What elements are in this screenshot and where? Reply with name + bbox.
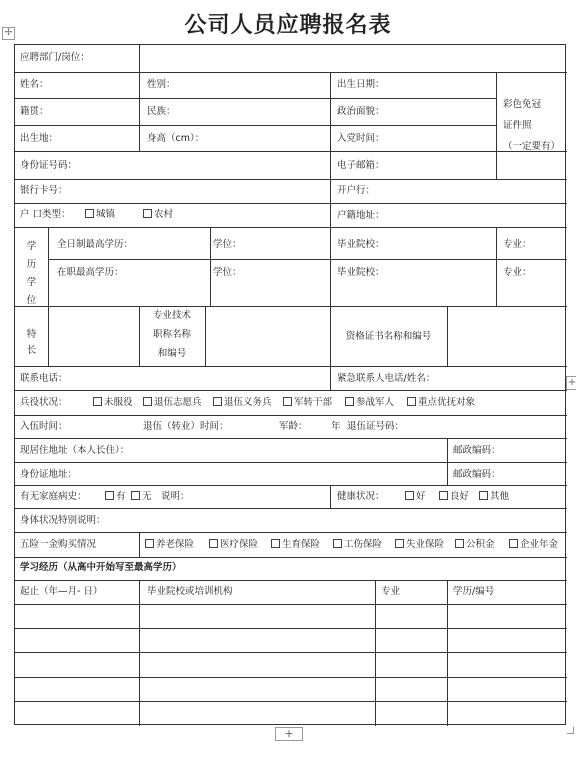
professional-title-label-3: 和编号: [157, 348, 187, 359]
insurance-medical-option[interactable]: 医疗保险: [209, 539, 258, 551]
health-other-option[interactable]: 其他: [479, 491, 509, 503]
photo-label-line3: （一定要有）: [503, 141, 561, 152]
degree-column-header: 学历/编号: [453, 586, 495, 597]
native-place-label: 籍贯：: [20, 106, 49, 117]
height-label: 身高（cm）：: [147, 133, 205, 144]
checkbox-icon[interactable]: [395, 539, 404, 548]
health-fine-option[interactable]: 良好: [439, 491, 469, 503]
fulltime-education-label: 全日制最高学历：: [57, 239, 134, 250]
position-field[interactable]: [145, 52, 561, 66]
checkbox-icon[interactable]: [271, 539, 280, 548]
discharge-cert-label: 退伍证号码：: [347, 421, 405, 432]
email-label: 电子邮箱：: [337, 160, 385, 171]
bank-card-label: 银行卡号：: [20, 185, 68, 196]
checkbox-icon[interactable]: [455, 539, 464, 548]
professional-title-label-2: 职称名称: [152, 329, 191, 340]
education-side-label-1: 学: [26, 241, 37, 252]
bank-name-label: 开户行：: [337, 185, 376, 196]
id-number-label: 身份证号码：: [20, 160, 78, 171]
period-column-header: 起止（年—月- 日）: [20, 586, 103, 597]
checkbox-icon[interactable]: [439, 491, 448, 500]
add-column-button[interactable]: +: [567, 377, 576, 388]
zip-code-label-2: 邮政编码：: [453, 469, 501, 480]
school-column-header: 毕业院校或培训机构: [147, 586, 233, 597]
military-option-conscript[interactable]: 退伍义务兵: [213, 397, 272, 409]
military-option-volunteer[interactable]: 退伍志愿兵: [143, 397, 202, 409]
name-label: 姓名：: [20, 79, 49, 90]
insurance-pension-option[interactable]: 养老保险: [145, 539, 194, 551]
insurance-label: 五险一金购买情况: [20, 539, 97, 550]
emergency-contact-label: 紧急联系人电话/姓名：: [337, 373, 436, 384]
education-side-label-4: 位: [26, 295, 37, 306]
specialty-side-label-1: 特: [26, 329, 37, 340]
military-option-none[interactable]: 未服役: [93, 397, 133, 409]
year-unit-label: 年: [331, 421, 341, 432]
certificate-label: 资格证书名称和编号: [345, 331, 432, 342]
hukou-address-label: 户籍地址：: [337, 210, 385, 221]
gender-label: 性别：: [147, 79, 176, 90]
school-label-2: 毕业院校：: [337, 267, 385, 278]
military-option-cadre[interactable]: 军转干部: [283, 397, 332, 409]
party-join-time-label: 入党时间：: [337, 133, 385, 144]
photo-label-line1: 彩色免冠: [503, 99, 542, 110]
degree-label-2: 学位：: [213, 267, 242, 278]
checkbox-icon[interactable]: [479, 491, 488, 500]
photo-label-line2: 证件照: [503, 120, 532, 131]
insurance-annuity-option[interactable]: 企业年金: [509, 539, 558, 551]
family-history-yes-option[interactable]: 有: [105, 491, 126, 503]
insurance-housing-fund-option[interactable]: 公积金: [455, 539, 495, 551]
phone-label: 联系电话：: [20, 373, 68, 384]
military-option-veteran[interactable]: 参战军人: [345, 397, 394, 409]
current-address-label: 现居住地址（本人长住）：: [20, 445, 130, 456]
position-label: 应聘部门/岗位：: [20, 52, 90, 63]
checkbox-icon[interactable]: [509, 539, 518, 548]
explain-label: 说明：: [161, 491, 190, 502]
checkbox-icon[interactable]: [333, 539, 342, 548]
major-label: 专业：: [503, 239, 532, 250]
insurance-unemployment-option[interactable]: 失业保险: [395, 539, 444, 551]
checkbox-icon[interactable]: [405, 491, 414, 500]
insurance-maternity-option[interactable]: 生育保险: [271, 539, 320, 551]
ethnicity-label: 民族：: [147, 106, 176, 117]
checkbox-icon[interactable]: [85, 209, 94, 218]
checkbox-icon[interactable]: [283, 397, 292, 406]
checkbox-icon[interactable]: [143, 397, 152, 406]
add-row-button[interactable]: +: [275, 727, 303, 741]
education-side-label-3: 学: [26, 277, 37, 288]
military-option-priority[interactable]: 重点优抚对象: [407, 397, 475, 409]
hukou-rural-option[interactable]: 农村: [143, 209, 173, 221]
table-move-handle-icon[interactable]: ✢: [2, 27, 15, 40]
enlist-time-label: 入伍时间：: [20, 421, 68, 432]
checkbox-icon[interactable]: [143, 209, 152, 218]
physical-notes-label: 身体状况特别说明：: [20, 515, 106, 526]
military-status-label: 兵役状况：: [20, 397, 68, 408]
degree-label: 学位：: [213, 239, 242, 250]
health-status-label: 健康状况：: [337, 491, 385, 502]
checkbox-icon[interactable]: [131, 491, 140, 500]
specialty-side-label-2: 长: [26, 345, 37, 356]
family-history-no-option[interactable]: 无: [131, 491, 152, 503]
birth-date-label: 出生日期：: [337, 79, 385, 90]
checkbox-icon[interactable]: [213, 397, 222, 406]
major-label-2: 专业：: [503, 267, 532, 278]
form-title: 公司人员应聘报名表: [184, 13, 392, 38]
table-resize-handle-icon[interactable]: [567, 727, 574, 734]
professional-title-label-1: 专业技术: [152, 310, 191, 321]
major-column-header: 专业: [381, 586, 401, 597]
checkbox-icon[interactable]: [209, 539, 218, 548]
study-history-title: 学习经历（从高中开始写至最高学历）: [20, 562, 182, 573]
discharge-time-label: 退伍（转业）时间：: [143, 421, 229, 432]
parttime-education-label: 在职最高学历：: [57, 267, 124, 278]
id-address-label: 身份证地址：: [20, 469, 78, 480]
political-status-label: 政治面貌：: [337, 106, 385, 117]
hukou-type-label: 户 口类型：: [20, 209, 71, 220]
checkbox-icon[interactable]: [93, 397, 102, 406]
checkbox-icon[interactable]: [105, 491, 114, 500]
insurance-injury-option[interactable]: 工伤保险: [333, 539, 382, 551]
checkbox-icon[interactable]: [407, 397, 416, 406]
checkbox-icon[interactable]: [145, 539, 154, 548]
hukou-urban-option[interactable]: 城镇: [85, 209, 115, 221]
family-history-label: 有无家庭病史：: [20, 491, 87, 502]
school-label: 毕业院校：: [337, 239, 385, 250]
checkbox-icon[interactable]: [345, 397, 354, 406]
birthplace-label: 出生地：: [20, 133, 59, 144]
education-side-label-2: 历: [26, 259, 37, 270]
health-good-option[interactable]: 好: [405, 491, 426, 503]
army-age-label: 军龄：: [279, 421, 308, 432]
zip-code-label: 邮政编码：: [453, 445, 501, 456]
application-form-table: [14, 44, 566, 725]
